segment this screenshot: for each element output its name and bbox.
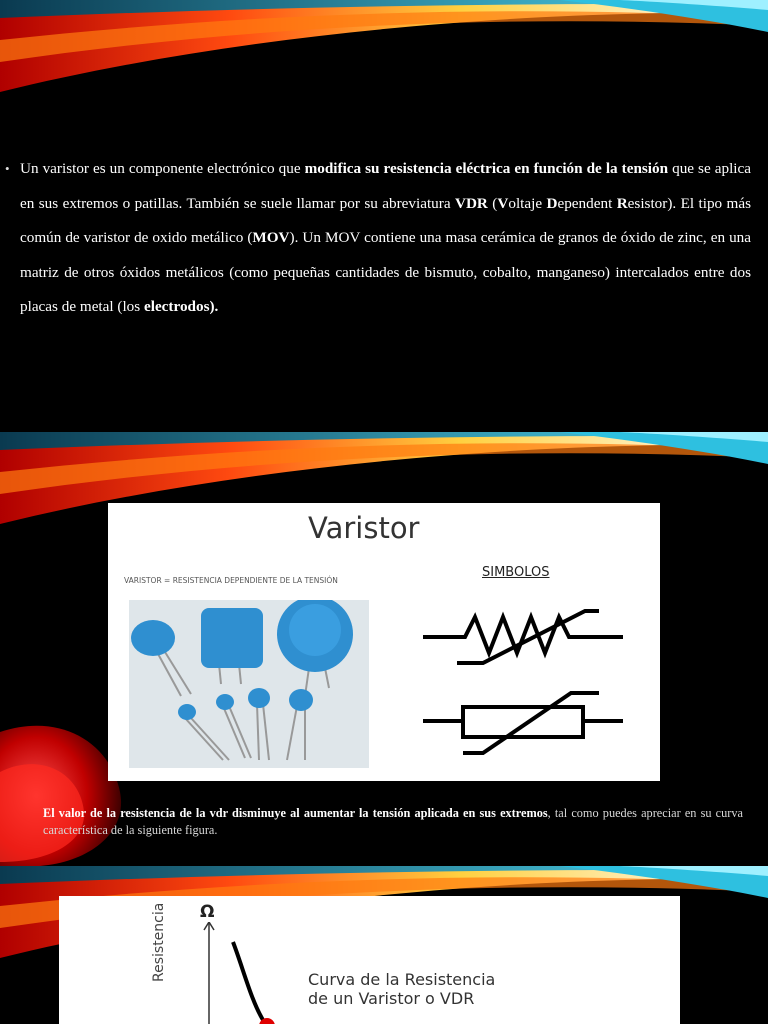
bold-run: electrodos). xyxy=(143,298,219,315)
symbols-label: SIMBOLOS xyxy=(482,565,550,580)
varistor-photo xyxy=(129,600,369,768)
bold-run: VDR xyxy=(454,194,488,212)
y-axis-label: Resistencia xyxy=(151,902,167,982)
varistor-components-image xyxy=(129,600,369,768)
varistor-symbols xyxy=(423,603,628,763)
text-run: que se aplica en sus extremos o patillas. También se suele llamar por su abreviatura xyxy=(20,160,751,212)
bold-run: D xyxy=(546,194,558,212)
varistor-figure xyxy=(108,503,660,781)
varistor-description xyxy=(5,152,752,325)
text-run: esistor). El tipo más común de varistor de oxido metálico ( xyxy=(20,194,752,246)
slide-1 xyxy=(0,0,768,432)
vdr-curve-figure xyxy=(59,896,680,1024)
figure-subtitle: VARISTOR = RESISTENCIA DEPENDIENTE DE LA TENSIÓN xyxy=(124,576,338,585)
decorative-swoosh xyxy=(0,0,768,120)
curve-title xyxy=(308,970,495,1008)
bullet-icon: • xyxy=(5,161,10,176)
curve-title-line-2: de un Varistor o VDR xyxy=(308,989,475,1008)
curve-title-line-1: Curva de la Resistencia xyxy=(308,970,496,989)
axis-symbol: Ω xyxy=(200,902,215,922)
resistance-curve xyxy=(199,922,299,1024)
bold-run: R xyxy=(616,194,628,212)
figure-title: Varistor xyxy=(308,511,420,545)
slide-2 xyxy=(0,432,768,866)
text-run: Un varistor es un componente electrónico que xyxy=(20,160,305,177)
caption-bold: El valor de la resistencia de la vdr disminuye al aumentar la tensión aplicada en sus extremos xyxy=(43,806,548,820)
varistor-caption xyxy=(43,805,743,839)
slide-3 xyxy=(0,866,768,1024)
bold-run: V xyxy=(497,194,509,212)
curve-line xyxy=(233,942,263,1020)
caption-rest: , tal como puedes apreciar en su curva característica de la siguiente figura. xyxy=(43,806,743,837)
text-run: ( xyxy=(487,194,498,212)
bold-run: modifica su resistencia eléctrica en función de la tensión xyxy=(304,160,669,177)
text-run: ependent xyxy=(557,194,617,212)
bold-run: MOV xyxy=(252,229,290,246)
text-run: ). Un MOV contiene una masa cerámica de granos de óxido de zinc, en una matriz de otros óxidos metálicos (como pequeñas cantidades de bismuto, cobalto, manganeso) intercalados entre dos placas de metal (los xyxy=(20,229,752,315)
text-run: oltaje xyxy=(508,194,547,212)
